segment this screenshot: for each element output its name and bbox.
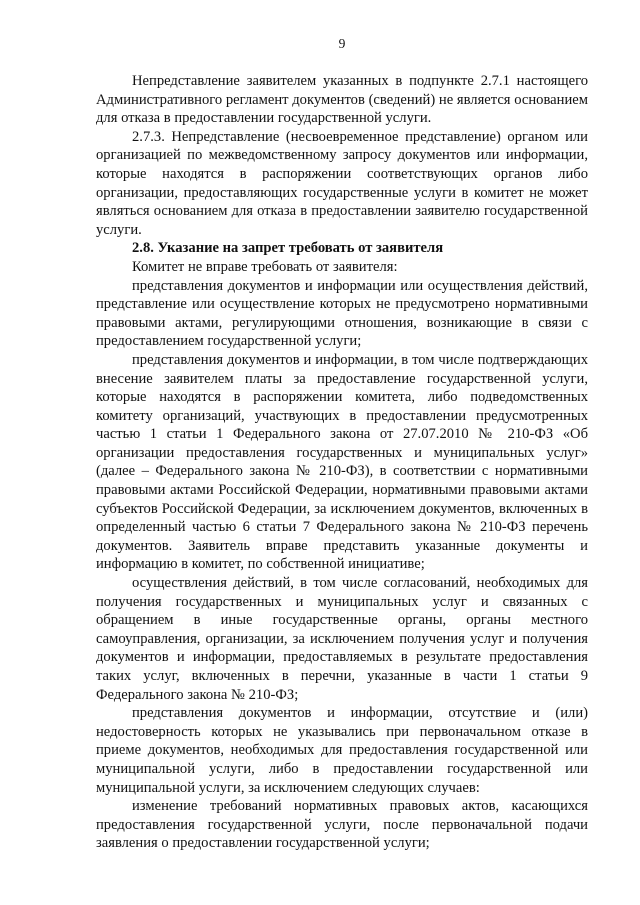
paragraph: представления документов и информации, отсутствие и (или) недостоверность которых не указывались при первоначальном отказе в приеме документов, необходимых для предоставления государственной или муниципальной услуги, либо в предоставлении государственной или муниципальной услуги, за исключением следующих случаев: [96,705,588,796]
paragraph: Комитет не вправе требовать от заявителя: [132,258,398,275]
paragraph: осуществления действий, в том числе согласований, необходимых для получения государственных и муниципальных услуг и связанных с обращением в иные государственные органы, органы местного самоуправления, организации, за исключением получения услуг и получения документов и информации, предоставляемых в результате предоставления таких услуг, включенных в перечни, указанные в части 1 статьи 9 Федерального закона № 210-ФЗ; [96,575,588,703]
paragraph: Непредставление заявителем указанных в подпункте 2.7.1 настоящего Административного регламент документов (сведений) не является основанием для отказа в предоставлении государственной услуги. [96,73,588,127]
section-heading: 2.8. Указание на запрет требовать от заявителя [132,240,444,257]
paragraph: изменение требований нормативных правовых актов, касающихся предоставления государственной услуги, после первоначальной подачи заявления о предоставлении государственной услуги; [96,798,588,852]
paragraph: представления документов и информации или осуществления действий, представление или осуществление которых не предусмотрено нормативными правовыми актами, регулирующими отношения, возникающие в связи с предоставлением государственной услуги; [96,277,588,350]
document-body [96,72,588,853]
paragraph: 2.7.3. Непредставление (несвоевременное представление) органом или организацией по межведомственному запросу документов или информации, которые находятся в распоряжении соответствующих органов либо организации, предоставляющих государственные услуги в комитет не может являться основанием для отказа в предоставлении заявителю государственной услуги. [96,128,588,238]
page-number: 9 [338,36,346,51]
paragraph: представления документов и информации, в том числе подтверждающих внесение заявителем платы за предоставление государственной услуги, которые находятся в распоряжении комитета, либо подведомственных комитету организаций, участвующих в предоставлении предусмотренных частью 1 статьи 1 Федерального закона от 27.07.2010 № 210-ФЗ «Об организации предоставления государственных и муниципальных услуг» (далее – Федерального закона № 210-ФЗ), в соответствии с нормативными правовыми актами Российской Федерации, нормативными правовыми актами субъектов Российской Федерации, за исключением документов, включенных в определенный частью 6 статьи 7 Федерального закона № 210-ФЗ перечень документов. Заявитель вправе представить указанные документы и информацию в комитет, по собственной инициативе; [96,351,588,573]
